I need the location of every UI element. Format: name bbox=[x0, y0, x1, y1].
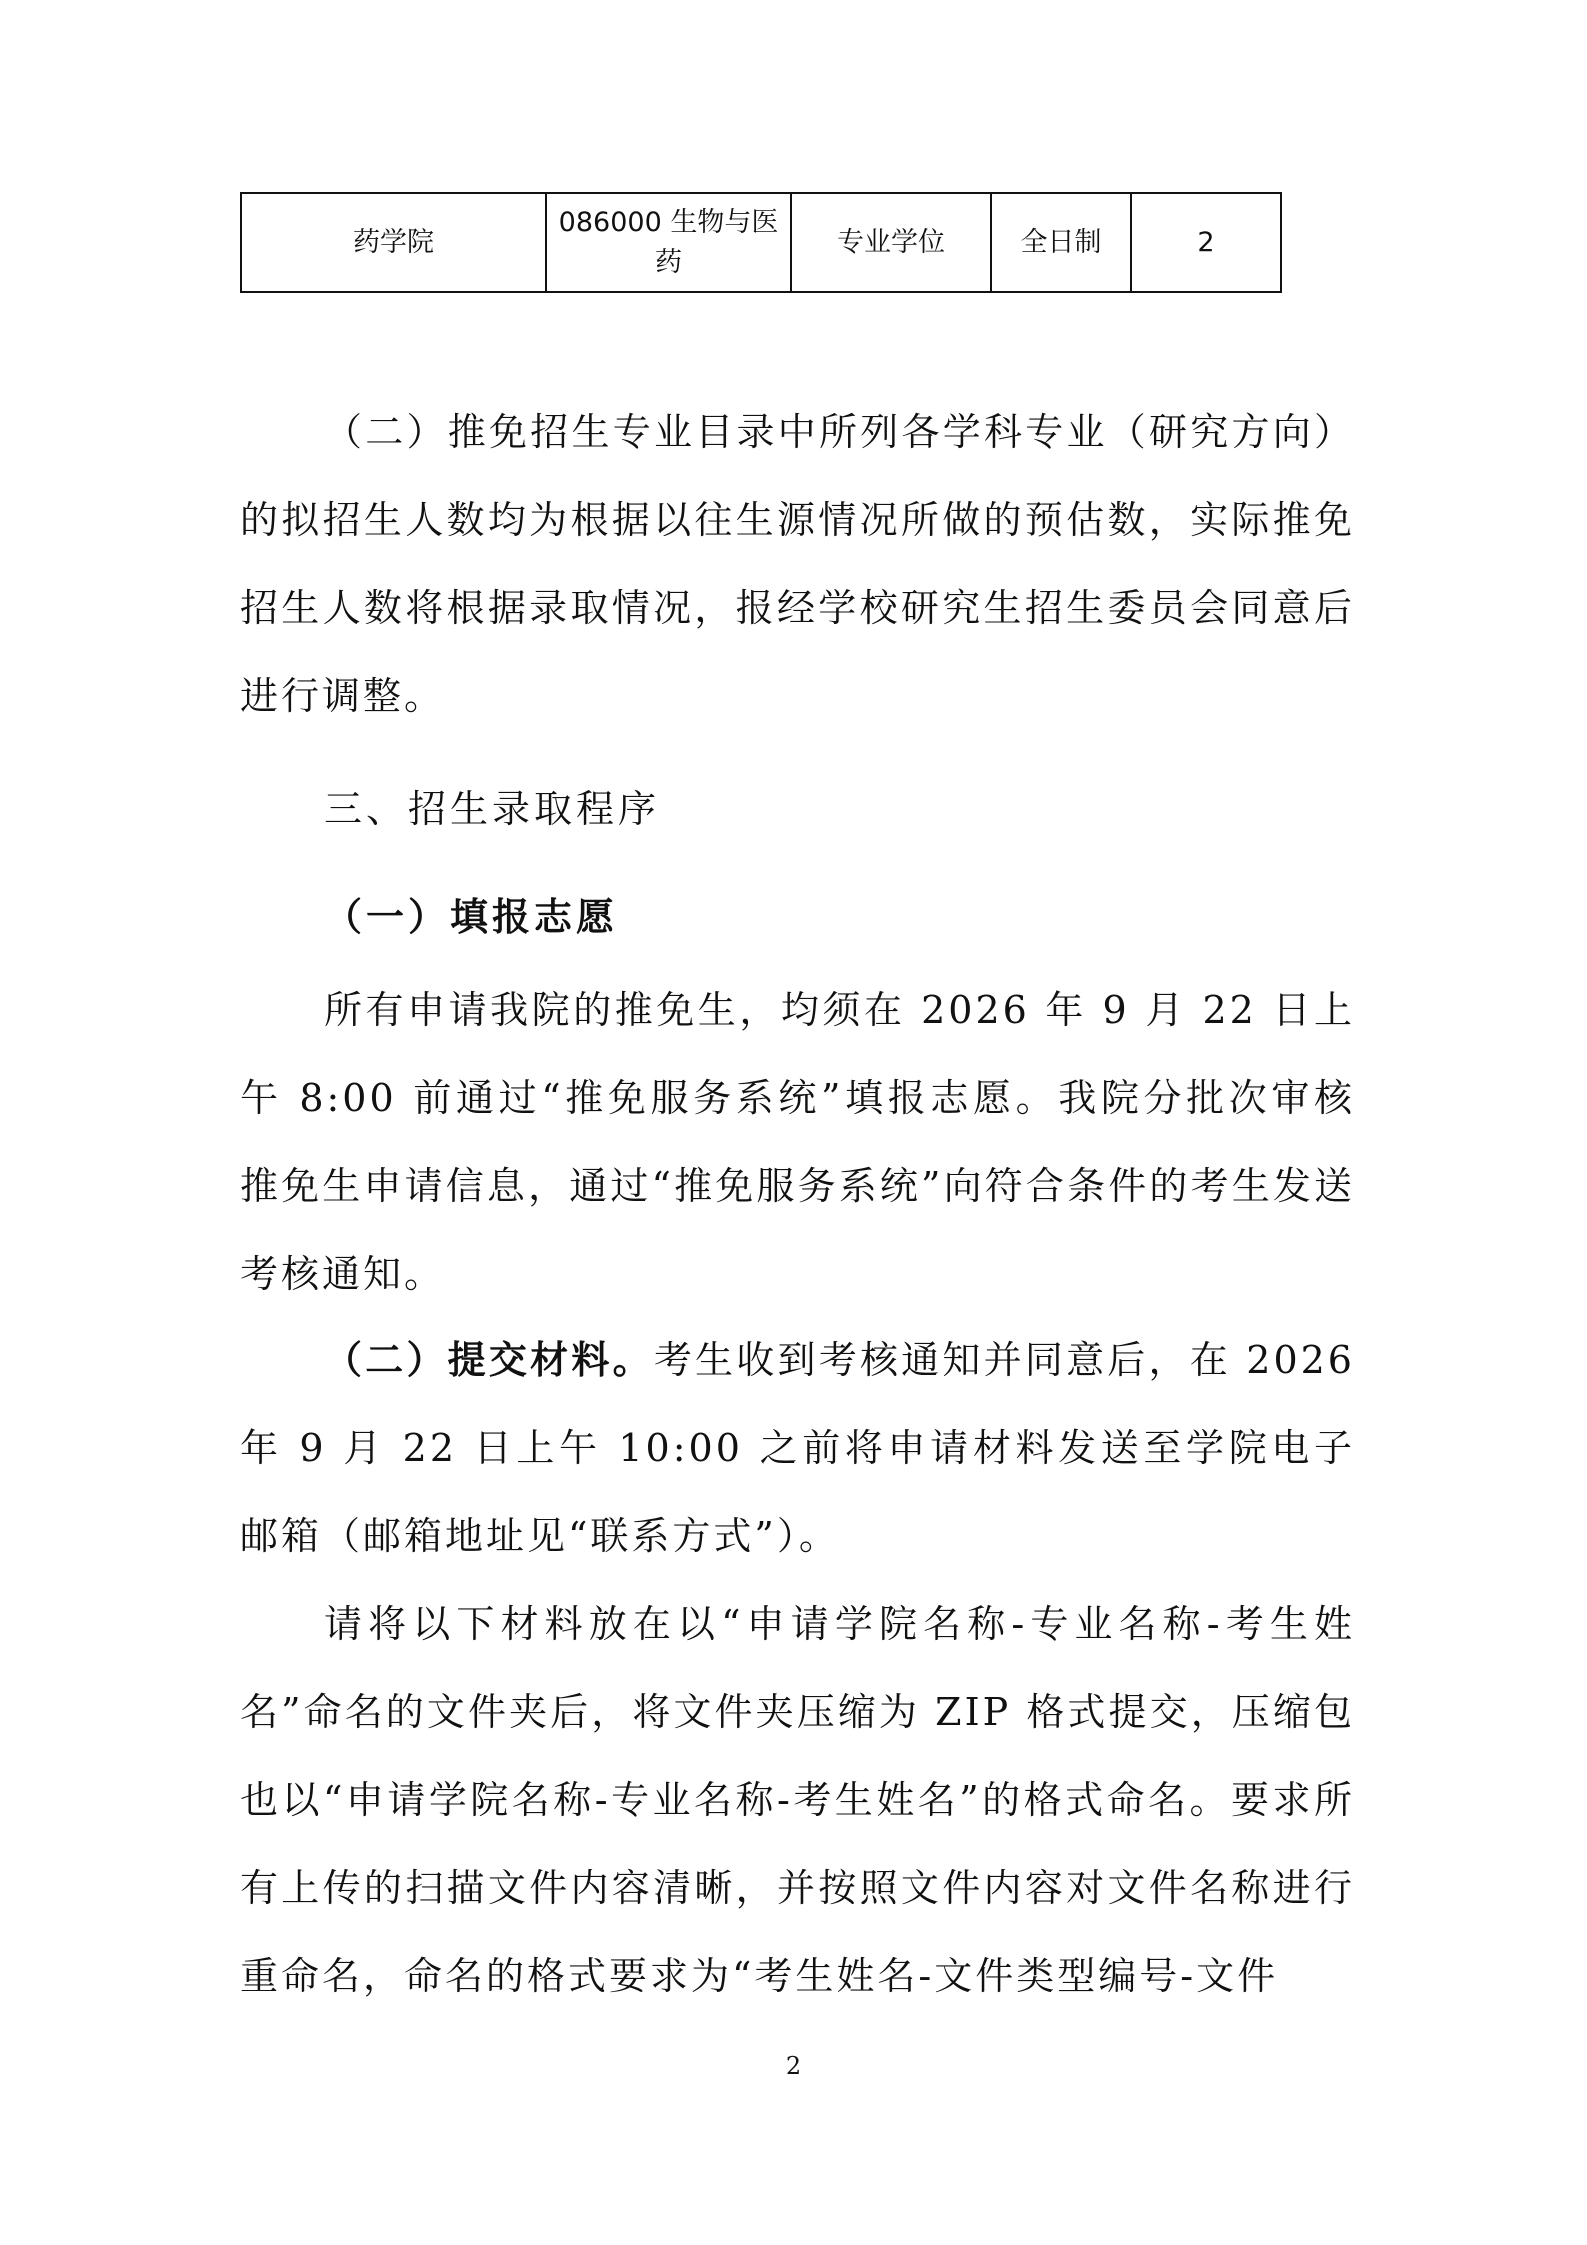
table-row bbox=[241, 193, 1281, 292]
materials-text: 考生收到考核通知并同意后，在 2026 年 9 月 22 日上午 10:00 之前将申请材料发送至学院电子邮箱（邮箱地址见“联系方式”）。 bbox=[240, 1338, 1355, 1558]
degree-type-cell: 专业学位 bbox=[791, 193, 991, 292]
quota-cell: 2 bbox=[1131, 193, 1281, 292]
subsection-heading: （一）填报志愿 bbox=[324, 895, 619, 939]
materials-paragraph bbox=[240, 1316, 1355, 1580]
study-mode-cell: 全日制 bbox=[991, 193, 1131, 292]
materials-lead: （二）提交材料。 bbox=[324, 1337, 654, 1382]
school-cell: 药学院 bbox=[241, 193, 546, 292]
quota-note-paragraph: （二）推免招生专业目录中所列各学科专业（研究方向）的拟招生人数均为根据以往生源情况所做的预估数，实际推免招生人数将根据录取情况，报经学校研究生招生委员会同意后进行调整。 bbox=[240, 410, 1355, 718]
major-cell: 086000 生物与医药 bbox=[546, 193, 791, 292]
application-paragraph: 所有申请我院的推免生，均须在 2026 年 9 月 22 日上午 8:00 前通过“推免服务系统”填报志愿。我院分批次审核推免生申请信息，通过“推免服务系统”向符合条件的考生发送考核通知。 bbox=[240, 988, 1355, 1296]
section-heading: 三、招生录取程序 bbox=[324, 787, 661, 831]
majors-table bbox=[240, 192, 1282, 293]
page-number: 2 bbox=[785, 2052, 802, 2080]
file-naming-paragraph: 请将以下材料放在以“申请学院名称-专业名称-考生姓名”命名的文件夹后，将文件夹压缩为 ZIP 格式提交，压缩包也以“申请学院名称-专业名称-考生姓名”的格式命名。要求所有上传的扫描文件内容清晰，并按照文件内容对文件名称进行重命名，命名的格式要求为“考生姓名-文件类型编号-文件 bbox=[240, 1602, 1355, 1998]
